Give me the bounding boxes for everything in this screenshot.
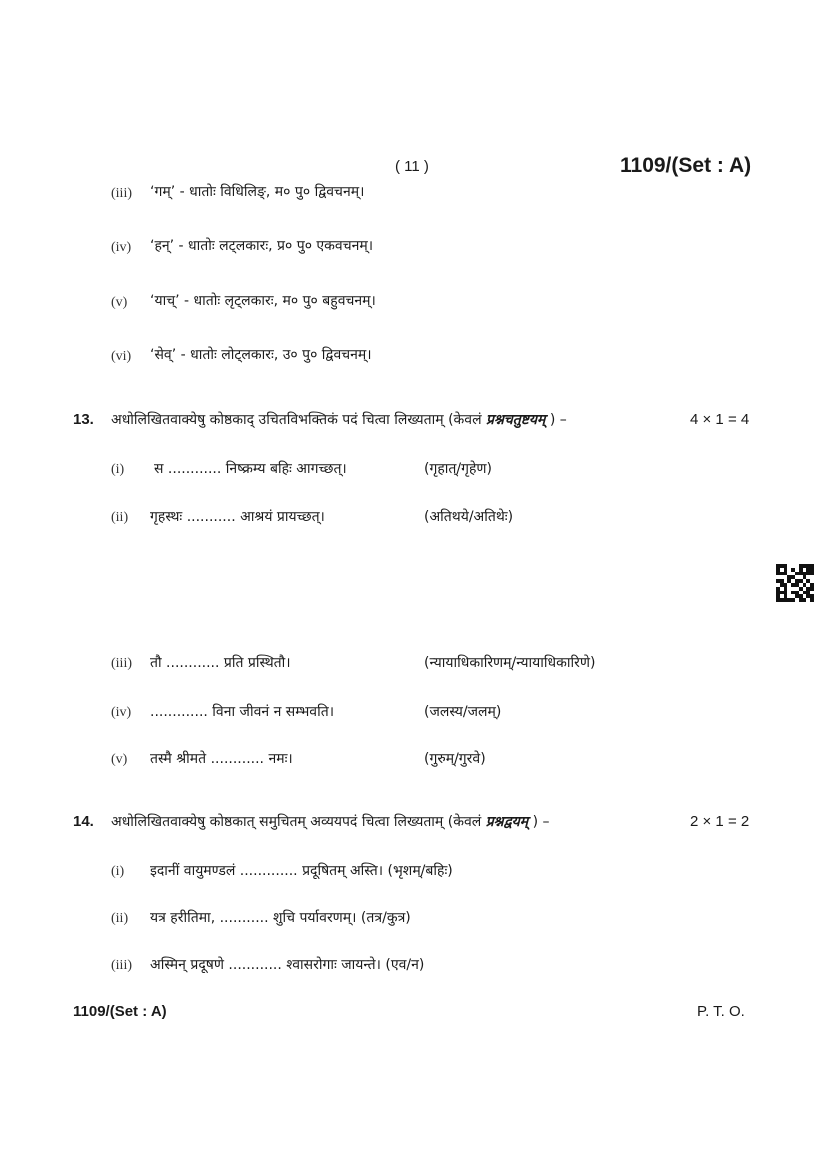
question-number: 13. xyxy=(73,411,94,428)
question-text-main: अधोलिखितवाक्येषु कोष्ठकात् समुचितम् अव्ययपदं चित्वा लिख्यताम् (केवलं xyxy=(111,814,482,830)
question-marks: 4 × 1 = 4 xyxy=(690,411,750,428)
question-number: 14. xyxy=(73,813,94,830)
item-text: ‘हन्’ - धातोः लट्लकारः, प्र० पु० एकवचनम्। xyxy=(150,238,374,254)
item-options: (अतिथये/अतिथेः) xyxy=(424,509,514,525)
item-number: (i) xyxy=(111,864,125,879)
question-text xyxy=(111,812,549,831)
item-number: (iii) xyxy=(111,186,132,201)
item-number: (iv) xyxy=(111,705,132,720)
item-number: (i) xyxy=(111,462,125,477)
item-text: गृहस्थः ........... आश्रयं प्रायच्छत्। xyxy=(150,509,325,525)
item-text: ‘सेव्’ - धातोः लोट्लकारः, उ० पु० द्विवचनम्। xyxy=(150,347,372,363)
pto-label: P. T. O. xyxy=(697,1003,745,1020)
question-emphasis: प्रश्नद्वयम् xyxy=(485,814,529,830)
item-number: (iii) xyxy=(111,656,132,671)
item-text: स ............ निष्क्रम्य बहिः आगच्छत्। xyxy=(154,461,347,477)
item-text: तौ ............ प्रति प्रस्थितौ। xyxy=(150,655,291,671)
question-emphasis: प्रश्नचतुष्टयम् xyxy=(486,412,546,428)
item-options: (जलस्य/जलम्) xyxy=(424,704,502,720)
item-number: (ii) xyxy=(111,911,129,926)
item-number: (iii) xyxy=(111,958,132,973)
item-text: इदानीं वायुमण्डलं ............. प्रदूषितम् अस्ति। (भृशम्/बहिः) xyxy=(150,863,453,879)
item-text: ............. विना जीवनं न सम्भवति। xyxy=(150,704,334,720)
question-text-end: ) – xyxy=(532,814,550,830)
item-number: (vi) xyxy=(111,349,132,364)
item-number: (v) xyxy=(111,752,128,767)
item-number: (ii) xyxy=(111,510,129,525)
item-options: (गुरुम्/गुरवे) xyxy=(424,751,486,767)
question-text-main: अधोलिखितवाक्येषु कोष्ठकाद् उचितविभक्तिकं पदं चित्वा लिख्यताम् (केवलं xyxy=(111,412,482,428)
qr-code-icon xyxy=(776,564,814,602)
page-number: ( 11 ) xyxy=(395,158,429,175)
item-text: तस्मै श्रीमते ............ नमः। xyxy=(150,751,293,767)
item-text: अस्मिन् प्रदूषणे ............ श्वासरोगाः जायन्ते। (एव/न) xyxy=(150,957,425,973)
item-options: (गृहात्/गृहेण) xyxy=(424,461,493,477)
item-text: ‘गम्’ - धातोः विधिलिङ्, म० पु० द्विवचनम्। xyxy=(150,184,365,200)
question-text-end: ) – xyxy=(549,412,567,428)
question-text xyxy=(111,410,567,429)
item-number: (v) xyxy=(111,295,128,310)
set-code-header: 1109/(Set : A) xyxy=(620,154,752,177)
question-marks: 2 × 1 = 2 xyxy=(690,813,750,830)
item-number: (iv) xyxy=(111,240,132,255)
item-text: ‘याच्’ - धातोः लृट्लकारः, म० पु० बहुवचनम्। xyxy=(150,293,376,309)
item-options: (न्यायाधिकारिणम्/न्यायाधिकारिणे) xyxy=(424,655,596,671)
item-text: यत्र हरीतिमा, ........... शुचि पर्यावरणम्। (तत्र/कुत्र) xyxy=(150,910,411,926)
set-code-footer: 1109/(Set : A) xyxy=(73,1003,167,1020)
